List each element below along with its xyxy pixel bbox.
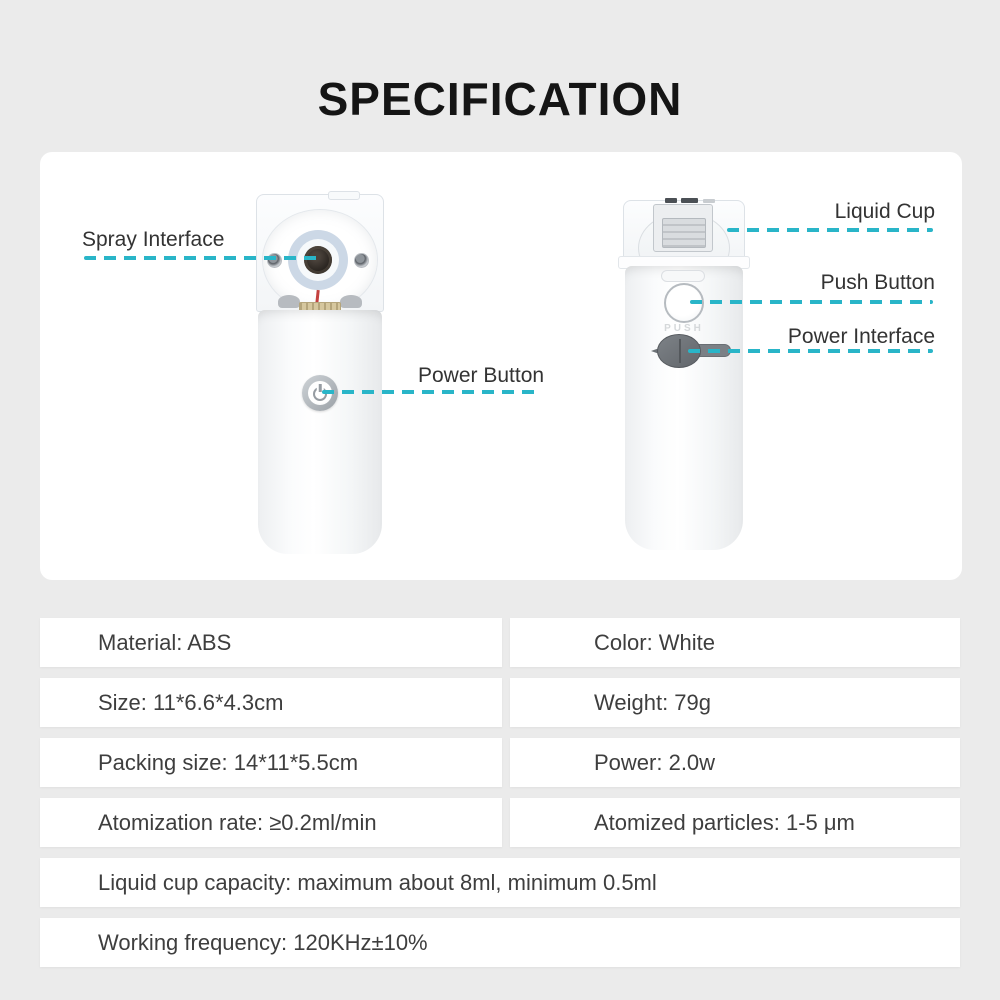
callout-push-button: Push Button — [820, 271, 935, 294]
spec-text: Weight: 79g — [594, 689, 712, 715]
spec-text: Liquid cup capacity: maximum about 8ml, minimum 0.5ml — [98, 869, 657, 895]
spec-row-particles — [510, 798, 960, 847]
cap-vent-mark-light — [703, 199, 715, 203]
spray-mesh — [304, 246, 332, 274]
spec-row-power — [510, 738, 960, 787]
cap-shadow-left — [278, 295, 300, 308]
spec-text: Atomized particles: 1-5 μm — [594, 809, 855, 835]
spec-row-frequency — [40, 918, 960, 967]
spec-row-material — [40, 618, 502, 667]
spec-text: Material: ABS — [98, 629, 232, 655]
spec-row-atomization-rate — [40, 798, 502, 847]
screw-right-icon — [354, 253, 369, 268]
leader-line-spray-interface — [84, 256, 318, 260]
spec-text: Power: 2.0w — [594, 749, 716, 775]
leader-line-power-interface — [688, 349, 933, 353]
cap-shadow-right — [340, 295, 362, 308]
push-button-label: PUSH — [664, 323, 704, 334]
front-cap-notch — [328, 191, 360, 200]
liquid-cup-core — [662, 218, 706, 248]
cap-vent-mark — [665, 198, 677, 203]
spec-text: Working frequency: 120KHz±10% — [98, 929, 428, 955]
spec-row-size — [40, 678, 502, 727]
latch-tab — [661, 270, 705, 282]
nebulizer-front-view — [256, 194, 386, 598]
callout-spray-interface: Spray Interface — [82, 228, 225, 251]
spec-row-color — [510, 618, 960, 667]
spec-text: Atomization rate: ≥0.2ml/min — [98, 809, 377, 835]
spec-text: Color: White — [594, 629, 716, 655]
product-panel — [40, 152, 962, 580]
front-body — [258, 310, 382, 554]
cap-vent-mark — [681, 198, 698, 203]
page-title: SPECIFICATION — [317, 73, 683, 125]
callout-power-button: Power Button — [418, 364, 545, 387]
callout-power-interface: Power Interface — [787, 325, 935, 348]
nebulizer-back-view — [621, 196, 747, 598]
leader-line-push-button — [690, 300, 933, 304]
spec-text: Packing size: 14*11*5.5cm — [98, 749, 359, 775]
spec-row-packing — [40, 738, 502, 787]
spec-text: Size: 11*6.6*4.3cm — [98, 689, 284, 715]
spec-row-weight — [510, 678, 960, 727]
leader-line-power-button — [322, 390, 536, 394]
spec-row-capacity — [40, 858, 960, 907]
callout-liquid-cup: Liquid Cup — [834, 200, 935, 223]
leader-line-liquid-cup — [727, 228, 933, 232]
